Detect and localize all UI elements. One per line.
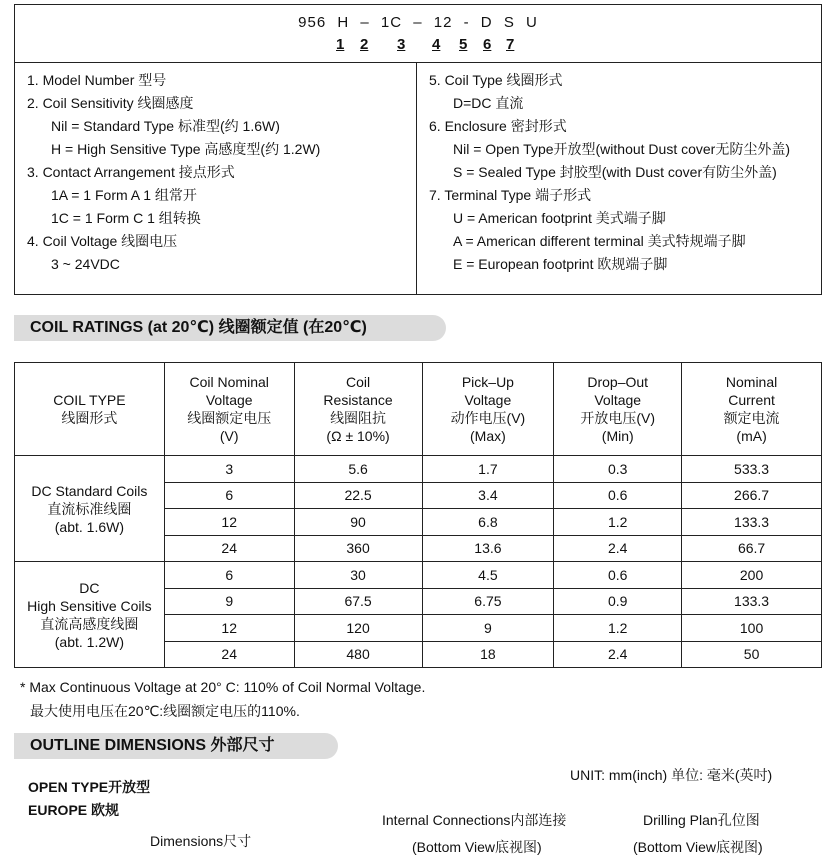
ordering-field-line: 3. Contact Arrangement 接点形式 [27, 164, 235, 180]
coil-type-line: (abt. 1.2W) [54, 633, 125, 650]
table-cell: 6.8 [422, 509, 554, 536]
ordering-option-line: H = High Sensitive Type 高感度型(约 1.2W) [51, 141, 321, 157]
table-cell: 30 [294, 562, 422, 589]
column-header-line: (V) [219, 428, 239, 444]
table-cell: 50 [682, 641, 822, 668]
coil-ratings-table [14, 362, 822, 668]
table-header-row [15, 363, 822, 456]
europe-label: EUROPE 欧规 [28, 802, 120, 818]
drilling-plan-label: Drilling Plan孔位图 [643, 812, 760, 828]
table-cell: 4.5 [422, 562, 554, 589]
table-cell: 6 [164, 482, 294, 509]
ordering-field-line: 1. Model Number 型号 [27, 72, 167, 88]
table-cell: 133.3 [682, 588, 822, 615]
ordering-left-column [15, 63, 417, 294]
column-header-line: Voltage [464, 392, 512, 408]
table-cell: 12 [164, 615, 294, 642]
coil-type-line: 直流高感度线圈 [40, 615, 139, 632]
table-cell: 2.4 [554, 535, 682, 562]
column-header-line: 线圈形式 [61, 410, 118, 426]
column-header-line: Drop–Out [587, 374, 649, 390]
code-part: 1C [380, 14, 403, 31]
coil-type-cell [15, 456, 165, 562]
table-cell: 0.9 [554, 588, 682, 615]
coil-type-line: 直流标准线圈 [47, 500, 132, 517]
code-number: 3 [397, 36, 406, 53]
table-row [15, 456, 822, 483]
ordering-option-line: 1C = 1 Form C 1 组转换 [51, 210, 201, 226]
table-cell: 9 [422, 615, 554, 642]
table-cell: 67.5 [294, 588, 422, 615]
column-header-line: Pick–Up [461, 374, 514, 390]
code-part: 956 [298, 14, 327, 31]
column-header [164, 363, 294, 456]
table-cell: 3 [164, 456, 294, 483]
code-part: D [480, 14, 493, 31]
table-cell: 1.2 [554, 615, 682, 642]
ordering-option-line: E = European footprint 欧规端子脚 [453, 256, 668, 272]
column-header [422, 363, 554, 456]
coil-type-line: DC Standard Coils [31, 482, 148, 499]
table-cell: 1.2 [554, 509, 682, 536]
column-header-line: (Max) [470, 428, 506, 444]
table-cell: 0.6 [554, 482, 682, 509]
column-header-line: 额定电流 [723, 410, 780, 426]
ordering-field-line: 7. Terminal Type 端子形式 [429, 187, 592, 203]
ordering-option-line: S = Sealed Type 封胶型(with Dust cover有防尘外盖) [453, 164, 777, 180]
ordering-option-line: Nil = Standard Type 标准型(约 1.6W) [51, 118, 280, 134]
ordering-field-line: 6. Enclosure 密封形式 [429, 118, 567, 134]
open-type-label: OPEN TYPE开放型 [28, 779, 151, 795]
ordering-field-line: 4. Coil Voltage 线圈电压 [27, 233, 178, 249]
column-header-line: (Min) [601, 428, 634, 444]
column-header-line: 动作电压(V) [450, 410, 526, 426]
table-cell: 9 [164, 588, 294, 615]
dimensions-label: Dimensions尺寸 [150, 833, 252, 849]
column-header-line: (mA) [736, 428, 767, 444]
coil-type-line: High Sensitive Coils [27, 597, 152, 614]
bottom-view-label: (Bottom View底视图) [412, 839, 542, 855]
column-header-line: Coil Nominal [189, 374, 269, 390]
code-part: U [526, 14, 538, 31]
table-cell: 133.3 [682, 509, 822, 536]
outline-dimensions-title: OUTLINE DIMENSIONS 外部尺寸 [14, 733, 338, 759]
column-header [554, 363, 682, 456]
code-number: 4 [432, 36, 441, 53]
code-part: 12 [433, 14, 453, 31]
column-header-line: 线圈阻抗 [330, 410, 387, 426]
code-number: 6 [483, 36, 492, 53]
table-cell: 90 [294, 509, 422, 536]
ordering-option-line: 3 ~ 24VDC [51, 256, 120, 272]
ordering-code [15, 14, 821, 31]
column-header [294, 363, 422, 456]
table-row [15, 562, 822, 589]
coil-type-line: (abt. 1.6W) [54, 518, 125, 535]
code-number: 2 [360, 36, 369, 53]
table-cell: 2.4 [554, 641, 682, 668]
ordering-field-line: 5. Coil Type 线圈形式 [429, 72, 563, 88]
table-cell: 360 [294, 535, 422, 562]
table-cell: 1.7 [422, 456, 554, 483]
code-part: – [413, 14, 423, 31]
ordering-option-line: 1A = 1 Form A 1 组常开 [51, 187, 197, 203]
column-header [682, 363, 822, 456]
column-header [15, 363, 165, 456]
table-cell: 6 [164, 562, 294, 589]
unit-label: UNIT: mm(inch) 单位: 毫米(英吋) [570, 767, 773, 783]
table-cell: 480 [294, 641, 422, 668]
ordering-option-line: U = American footprint 美式端子脚 [453, 210, 666, 226]
column-header-line: Voltage [594, 392, 642, 408]
column-header-line: (Ω ± 10%) [326, 428, 390, 444]
table-cell: 22.5 [294, 482, 422, 509]
code-number: 7 [506, 36, 515, 53]
bottom-view-label: (Bottom View底视图) [633, 839, 763, 855]
code-number: 5 [459, 36, 468, 53]
table-cell: 12 [164, 509, 294, 536]
ordering-option-line: A = American different terminal 美式特规端子脚 [453, 233, 746, 249]
table-cell: 3.4 [422, 482, 554, 509]
table-cell: 6.75 [422, 588, 554, 615]
column-header-line: Voltage [205, 392, 253, 408]
table-cell: 0.3 [554, 456, 682, 483]
column-header-line: Coil [346, 374, 371, 390]
note-english: * Max Continuous Voltage at 20° C: 110% of Coil Normal Voltage. [20, 679, 426, 695]
coil-type-line: DC [79, 579, 100, 596]
column-header-line: Nominal [725, 374, 778, 390]
code-part: – [360, 14, 370, 31]
ordering-right-column [417, 63, 821, 294]
table-cell: 0.6 [554, 562, 682, 589]
ordering-field-line: 2. Coil Sensitivity 线圈感度 [27, 95, 194, 111]
table-cell: 66.7 [682, 535, 822, 562]
ordering-info-box [14, 4, 822, 295]
table-cell: 120 [294, 615, 422, 642]
table-cell: 533.3 [682, 456, 822, 483]
code-part: H [337, 14, 350, 31]
table-cell: 100 [682, 615, 822, 642]
code-part: - [463, 14, 470, 31]
coil-type-cell [15, 562, 165, 668]
column-header-line: Resistance [323, 392, 393, 408]
table-cell: 24 [164, 535, 294, 562]
ordering-option-line: Nil = Open Type开放型(without Dust cover无防尘外盖) [453, 141, 791, 157]
table-cell: 266.7 [682, 482, 822, 509]
note-chinese: 最大使用电压在20℃:线圈额定电压的110%. [30, 703, 300, 719]
code-number: 1 [336, 36, 345, 53]
table-cell: 200 [682, 562, 822, 589]
table-cell: 5.6 [294, 456, 422, 483]
ordering-option-line: D=DC 直流 [453, 95, 524, 111]
internal-connections-label: Internal Connections内部连接 [382, 812, 567, 828]
ordering-code-header [15, 5, 821, 63]
column-header-line: 线圈额定电压 [187, 410, 272, 426]
table-cell: 24 [164, 641, 294, 668]
column-header-line: COIL TYPE [53, 392, 126, 408]
table-cell: 13.6 [422, 535, 554, 562]
column-header-line: 开放电压(V) [580, 410, 656, 426]
table-cell: 18 [422, 641, 554, 668]
coil-ratings-title: COIL RATINGS (at 20℃) 线圈额定值 (在20℃) [14, 315, 446, 341]
column-header-line: Current [728, 392, 775, 408]
code-part: S [503, 14, 515, 31]
